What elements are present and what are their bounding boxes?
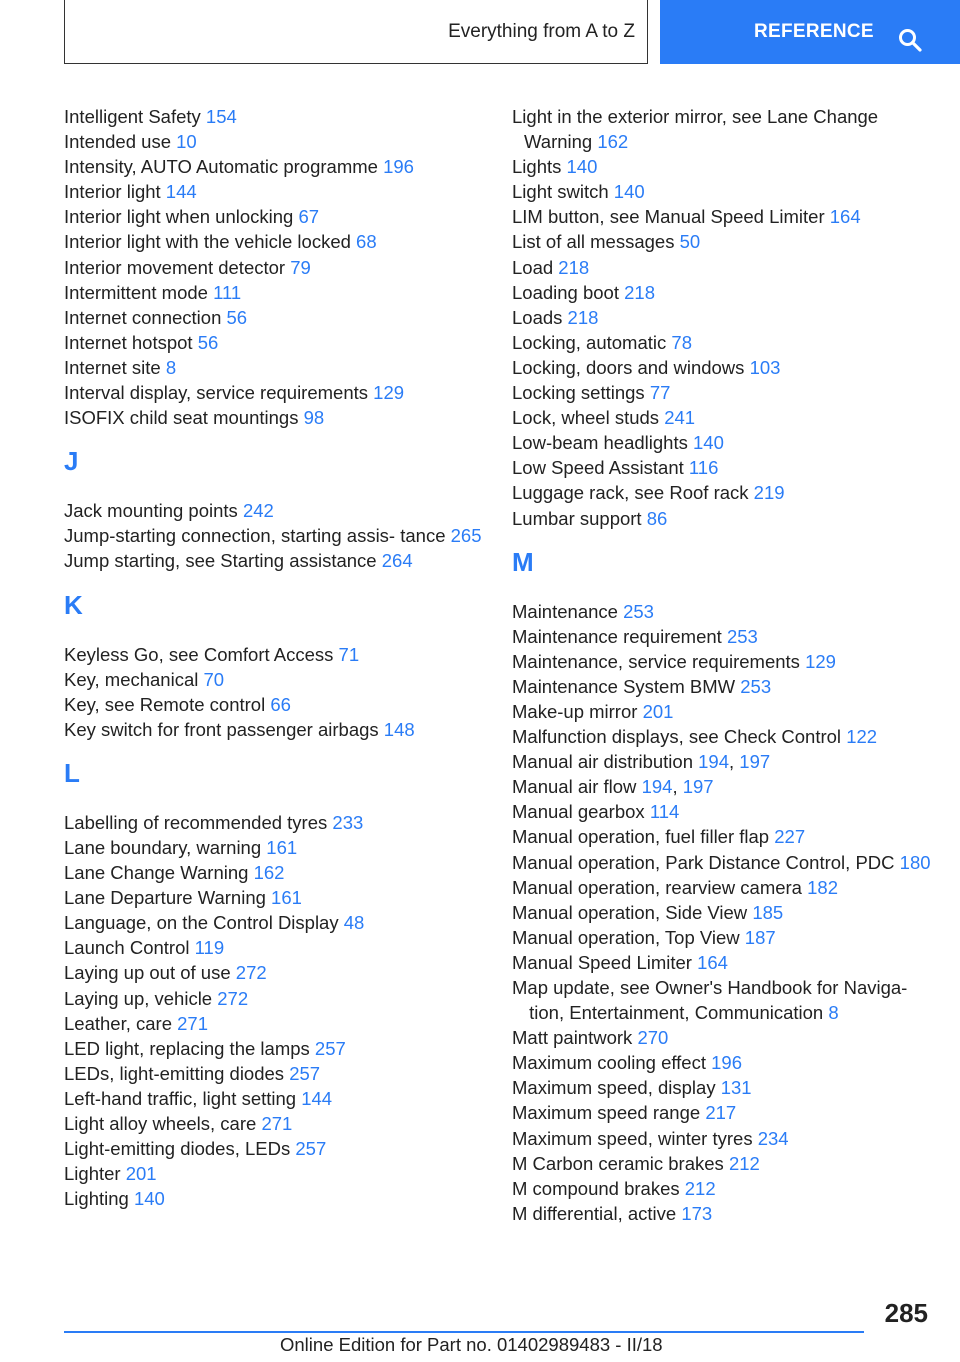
page-link[interactable]: 79: [290, 256, 311, 278]
index-entry-term: Maintenance requirement: [512, 625, 722, 647]
index-entry-term: M compound brakes: [512, 1177, 680, 1199]
page-link[interactable]: 212: [684, 1177, 716, 1199]
page-link[interactable]: 265: [450, 525, 482, 547]
index-entry-term: Key, see Remote control: [64, 693, 266, 715]
page-link[interactable]: 257: [314, 1037, 346, 1059]
index-entry-term: Interior light when unlocking: [64, 206, 294, 228]
index-entry: [64, 154, 484, 179]
index-entry-term: Light alloy wheels, care: [64, 1113, 257, 1134]
page-link[interactable]: 8: [165, 356, 177, 378]
header-section-title-box: [64, 0, 648, 64]
index-entry-term: Interior movement detector: [64, 256, 286, 278]
page-link[interactable]: 98: [303, 407, 325, 429]
page-link[interactable]: 10: [176, 131, 197, 153]
index-entry-term: List of all messages: [512, 231, 675, 253]
index-entry-term: Maximum speed range: [512, 1102, 701, 1124]
index-entry-term: Lighting: [64, 1188, 129, 1210]
page-link[interactable]: 182: [807, 876, 838, 898]
index-entry-term: Internet site: [64, 356, 161, 378]
index-entry: [64, 380, 484, 405]
index-entry: [64, 229, 484, 254]
section-letter: J: [64, 446, 79, 477]
page-link[interactable]: 77: [649, 382, 671, 404]
index-entry: [512, 699, 932, 724]
index-entry: [512, 330, 932, 355]
search-icon[interactable]: [898, 28, 922, 52]
index-entry: [64, 642, 484, 667]
page-link[interactable]: 218: [567, 306, 599, 328]
page-link[interactable]: 111: [213, 281, 242, 303]
index-entry: [64, 104, 484, 129]
page-link[interactable]: 197: [682, 776, 714, 798]
page-link[interactable]: 272: [217, 987, 249, 1009]
page-link[interactable]: 197: [739, 751, 771, 773]
index-entry-term: Manual operation, Park Distance Control, PDC: [512, 851, 895, 873]
index-entry: [512, 104, 932, 154]
page-link[interactable]: 234: [757, 1127, 789, 1149]
index-entry-term: Matt paintwork: [512, 1027, 633, 1049]
page-link[interactable]: 241: [664, 407, 696, 429]
index-entry-term: Laying up, vehicle: [64, 987, 213, 1009]
index-entry-term: Make-up mirror: [512, 700, 638, 722]
index-entry-term: Leather, care: [64, 1012, 172, 1034]
page-link[interactable]: 119: [194, 937, 225, 959]
index-entry: Manual air distribution 194, 197: [512, 751, 771, 773]
page-link[interactable]: 194: [641, 776, 673, 798]
page-link[interactable]: 161: [266, 836, 298, 858]
page-link[interactable]: 140: [693, 432, 724, 454]
page-link[interactable]: 140: [133, 1188, 165, 1210]
index-entry: [64, 1086, 484, 1111]
page-link[interactable]: 154: [205, 106, 237, 127]
index-entry-term: Low Speed Assistant: [512, 457, 684, 479]
page-link[interactable]: 129: [805, 650, 836, 672]
page-link[interactable]: 68: [356, 231, 377, 253]
page-link[interactable]: 140: [566, 156, 598, 178]
section-letter: M: [512, 546, 534, 577]
index-entry-term: Locking settings: [512, 382, 645, 404]
index-entry: [512, 455, 932, 480]
index-entry: [64, 1036, 484, 1061]
page-link[interactable]: 253: [726, 625, 758, 647]
page-link[interactable]: 212: [728, 1152, 760, 1174]
page-link[interactable]: 129: [373, 382, 405, 404]
page-link[interactable]: 164: [829, 206, 861, 228]
index-entry: [512, 229, 932, 254]
index-entry-term: Lumbar support: [512, 507, 642, 529]
index-entry: [512, 799, 932, 824]
index-entry: [512, 1201, 932, 1226]
page-link[interactable]: 148: [383, 718, 415, 740]
page-link[interactable]: 67: [298, 206, 320, 228]
page-link[interactable]: 71: [338, 643, 360, 665]
page-link[interactable]: 78: [671, 331, 692, 353]
index-entry: [512, 975, 932, 1025]
index-entry: [512, 1025, 932, 1050]
index-entry-term: Jump starting, see Starting assistance: [64, 550, 377, 572]
index-entry-term: Map update, see Owner's Handbook for Naviga- tion, Entertainment, Communication: [512, 977, 908, 1024]
index-entry-term: Light switch: [512, 181, 609, 203]
index-entry: [512, 1050, 932, 1075]
index-entry: [512, 1100, 932, 1125]
page-link[interactable]: 217: [705, 1102, 737, 1124]
index-entry-term: Manual air flow: [512, 776, 637, 798]
page-link[interactable]: 233: [332, 811, 364, 833]
page-link[interactable]: 242: [242, 500, 274, 522]
index-entry: [64, 717, 484, 742]
index-entry: [64, 330, 484, 355]
index-entry: [64, 179, 484, 204]
index-entry-term: Keyless Go, see Comfort Access: [64, 643, 334, 665]
index-entry-term: Interval display, service requirements: [64, 382, 369, 404]
index-entry-term: Intended use: [64, 131, 171, 153]
index-entry: [512, 850, 932, 875]
page-link[interactable]: 173: [681, 1202, 713, 1224]
page-link[interactable]: 56: [197, 331, 219, 353]
index-entry-term: Interior light: [64, 181, 161, 203]
page-link[interactable]: 270: [637, 1027, 669, 1049]
index-entry: [64, 692, 484, 717]
index-column-left: [64, 104, 484, 1211]
index-entry: [64, 405, 484, 430]
index-entry-term: Left-hand traffic, light setting: [64, 1087, 297, 1109]
index-entry-term: Maximum cooling effect: [512, 1052, 706, 1074]
page-link[interactable]: 140: [613, 181, 645, 203]
index-entry-term: Manual Speed Limiter: [512, 951, 692, 973]
index-entry: Manual air flow 194, 197: [512, 776, 714, 798]
index-entry-term: Jack mounting points: [64, 500, 238, 522]
page-link[interactable]: 219: [753, 482, 785, 504]
page-link[interactable]: 122: [846, 726, 878, 748]
index-entry: [512, 1176, 932, 1201]
index-entry: [512, 1075, 932, 1100]
index-entry: [64, 885, 484, 910]
page-link[interactable]: 271: [177, 1012, 209, 1034]
page-link[interactable]: 161: [271, 887, 302, 909]
index-entry: [512, 824, 932, 849]
index-entry-term: Light-emitting diodes, LEDs: [64, 1138, 291, 1160]
page-link[interactable]: 257: [295, 1138, 327, 1160]
index-entry: [512, 724, 932, 749]
index-entry-term: Loading boot: [512, 281, 619, 303]
index-entry-term: Maintenance, service requirements: [512, 650, 800, 672]
index-entry: [512, 204, 932, 229]
index-entry-term: Intelligent Safety: [64, 106, 201, 127]
index-entry: [64, 548, 484, 573]
page-link[interactable]: 227: [774, 826, 806, 848]
page-link[interactable]: 56: [226, 306, 248, 328]
page-link[interactable]: 272: [235, 962, 267, 984]
index-entry-term: Key, mechanical: [64, 668, 199, 690]
index-entry: [512, 255, 932, 280]
index-entry: [512, 280, 932, 305]
page-link[interactable]: 185: [752, 901, 784, 923]
header-section-title: Everything from A to Z: [448, 20, 635, 42]
page-link[interactable]: 218: [624, 281, 656, 303]
header-chapter-tab[interactable]: [660, 0, 960, 64]
index-entry: [64, 1011, 484, 1036]
index-entry: [512, 674, 932, 699]
index-entry: [64, 498, 484, 523]
page-link[interactable]: 264: [381, 550, 413, 572]
index-entry-term: Locking, doors and windows: [512, 356, 745, 378]
index-entry: [64, 1136, 484, 1161]
index-entry-term: Manual gearbox: [512, 801, 645, 823]
section-letter: L: [64, 757, 80, 788]
index-entry: [512, 405, 932, 430]
index-entry-term: Lane Departure Warning: [64, 887, 266, 909]
page-link[interactable]: 253: [740, 675, 772, 697]
index-entry: [64, 810, 484, 835]
index-entry-term: Lane Change Warning: [64, 862, 249, 884]
page-link[interactable]: 196: [383, 156, 414, 178]
index-entry-term: Maintenance: [512, 600, 618, 622]
index-entry-term: Low-beam headlights: [512, 432, 688, 454]
page-link[interactable]: 144: [301, 1087, 333, 1109]
header-chapter-label: REFERENCE: [754, 21, 874, 42]
page-link[interactable]: 218: [558, 256, 590, 278]
page-link[interactable]: 257: [289, 1062, 321, 1084]
index-entry-term: Load: [512, 256, 554, 278]
index-entry: [64, 280, 484, 305]
index-entry: [64, 910, 484, 935]
index-entry: [64, 1111, 484, 1136]
index-entry: [64, 1186, 484, 1211]
index-entry-term: Manual operation, rearview camera: [512, 876, 802, 898]
index-entry-term: Maximum speed, winter tyres: [512, 1127, 753, 1149]
index-entry: [512, 925, 932, 950]
index-entry: [64, 523, 484, 548]
index-entry: [64, 960, 484, 985]
index-entry-term: Launch Control: [64, 937, 190, 959]
index-entry-term: Locking, automatic: [512, 331, 667, 353]
index-entry: [512, 480, 932, 505]
page-link[interactable]: 144: [165, 181, 197, 203]
page-link[interactable]: 253: [623, 600, 654, 622]
page-link[interactable]: 66: [270, 693, 291, 715]
index-entry: [64, 935, 484, 960]
index-entry: [512, 900, 932, 925]
index-entry-term: Light in the exterior mirror, see Lane Change Warning: [512, 106, 879, 153]
page-link[interactable]: 50: [679, 231, 701, 253]
index-entry: [64, 355, 484, 380]
index-entry-term: Lighter: [64, 1163, 121, 1185]
index-entry-term: LEDs, light-emitting diodes: [64, 1062, 285, 1084]
index-entry: [512, 649, 932, 674]
index-entry-term: Interior light with the vehicle locked: [64, 231, 351, 253]
index-entry: [64, 204, 484, 229]
index-entry-term: ISOFIX child seat mountings: [64, 407, 299, 429]
index-entry: [512, 1151, 932, 1176]
index-entry: [512, 1126, 932, 1151]
index-entry: [64, 1061, 484, 1086]
index-entry-term: LIM button, see Manual Speed Limiter: [512, 206, 825, 228]
index-entry: [512, 305, 932, 330]
index-entry-term: Jump-starting connection, starting assis- tance: [64, 525, 446, 547]
page-link[interactable]: 86: [646, 507, 668, 529]
index-entry: [64, 860, 484, 885]
index-entry-term: M Carbon ceramic brakes: [512, 1152, 724, 1174]
page-link[interactable]: 201: [125, 1163, 157, 1185]
index-entry-term: Manual operation, fuel filler flap: [512, 826, 770, 848]
page-link[interactable]: 164: [697, 951, 728, 973]
page-link[interactable]: 8: [828, 1002, 839, 1024]
index-entry-term: Malfunction displays, see Check Control: [512, 726, 842, 748]
page-link[interactable]: 180: [899, 851, 931, 873]
index-entry: [512, 624, 932, 649]
page-link[interactable]: 70: [203, 668, 225, 690]
index-entry-term: Intermittent mode: [64, 281, 208, 303]
page-link[interactable]: 196: [711, 1052, 743, 1074]
index-entry: [64, 1161, 484, 1186]
page-link[interactable]: 187: [744, 926, 776, 948]
index-entry: [64, 255, 484, 280]
index-entry-term: Luggage rack, see Roof rack: [512, 482, 749, 504]
page-link[interactable]: 162: [253, 862, 285, 884]
page-link[interactable]: 116: [688, 457, 719, 479]
index-entry: [512, 380, 932, 405]
page-link[interactable]: 131: [720, 1077, 752, 1099]
index-column-right: [512, 104, 932, 1226]
index-entry: [512, 179, 932, 204]
index-entry-term: Intensity, AUTO Automatic programme: [64, 156, 378, 178]
index-entry-term: Internet connection: [64, 306, 222, 328]
index-entry-term: Maximum speed, display: [512, 1077, 716, 1099]
page-link[interactable]: 48: [343, 912, 365, 934]
index-entry-term: Manual operation, Side View: [512, 901, 748, 923]
index-entry-term: Language, on the Control Display: [64, 912, 339, 934]
footer-edition: Online Edition for Part no. 01402989483 - II/18: [280, 1334, 663, 1355]
index-entry-term: Manual operation, Top View: [512, 926, 740, 948]
index-entry-term: Laying up out of use: [64, 962, 231, 984]
section-letter: K: [64, 589, 83, 620]
index-entry-term: Lane boundary, warning: [64, 836, 262, 858]
index-entry: [64, 835, 484, 860]
index-entry: [512, 154, 932, 179]
index-entry-term: Maintenance System BMW: [512, 675, 736, 697]
footer-divider: [64, 1331, 864, 1333]
index-entry-term: Loads: [512, 306, 563, 328]
index-entry-term: M differential, active: [512, 1202, 677, 1224]
index-entry-term: Labelling of recommended tyres: [64, 811, 328, 833]
index-entry: [512, 355, 932, 380]
index-entry: [512, 430, 932, 455]
page-link[interactable]: 103: [749, 356, 781, 378]
index-entry: [64, 129, 484, 154]
page-number: 285: [884, 1298, 928, 1328]
page-link[interactable]: 194: [698, 751, 729, 773]
index-entry: [512, 599, 932, 624]
page-link[interactable]: 201: [642, 700, 674, 722]
index-entry-term: Manual air distribution: [512, 751, 693, 773]
index-entry-term: LED light, replacing the lamps: [64, 1037, 310, 1059]
index-entry-term: Lock, wheel studs: [512, 407, 660, 429]
index-entry-term: Lights: [512, 156, 562, 178]
page-link[interactable]: 271: [261, 1113, 293, 1134]
index-entry: [512, 506, 932, 531]
index-entry: [512, 875, 932, 900]
index-entry: [64, 986, 484, 1011]
page-link[interactable]: 162: [597, 131, 629, 153]
index-entry: [64, 667, 484, 692]
page-link[interactable]: 114: [649, 801, 680, 823]
index-entry-term: Internet hotspot: [64, 331, 193, 353]
index-entry-term: Key switch for front passenger airbags: [64, 718, 379, 740]
index-entry: [64, 305, 484, 330]
index-entry: [512, 950, 932, 975]
